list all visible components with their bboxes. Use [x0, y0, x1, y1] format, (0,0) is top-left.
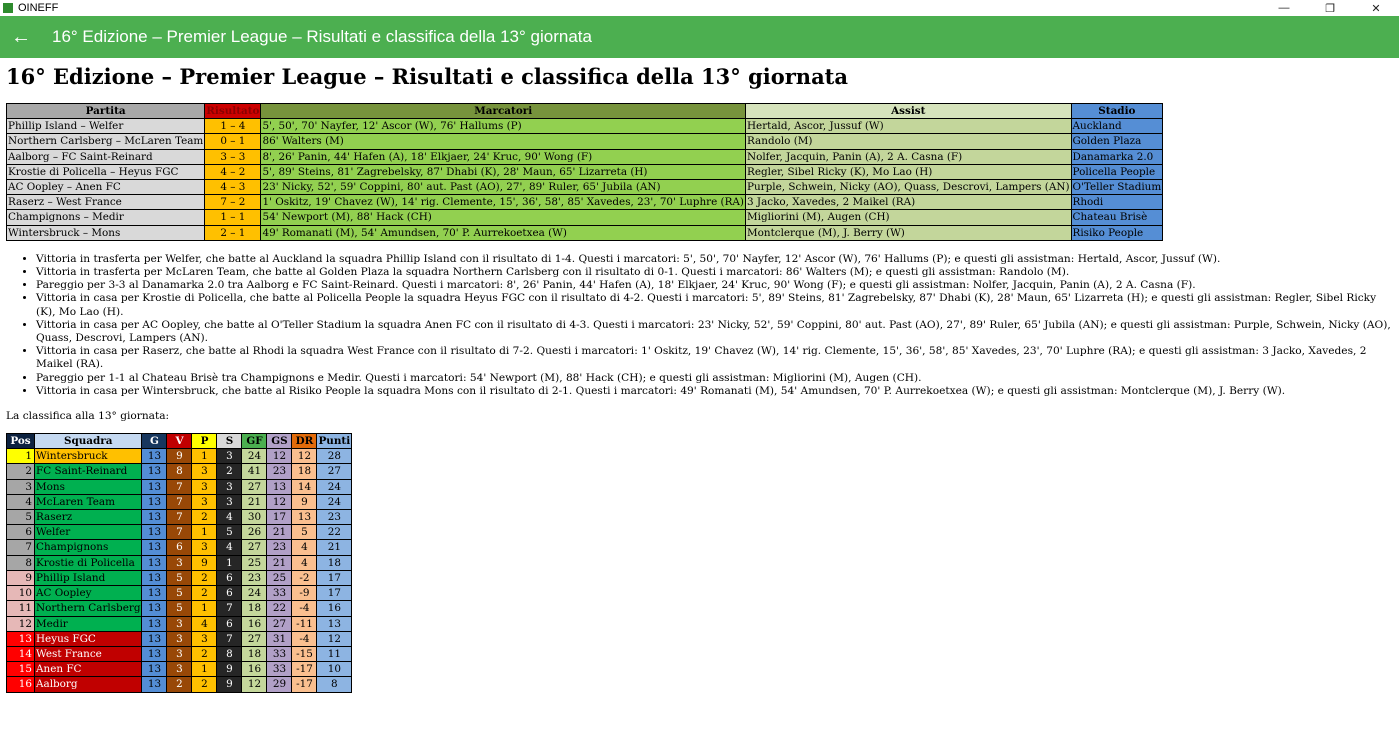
- standings-dr-cell: 13: [292, 510, 317, 525]
- match-description: • Vittoria in trasferta per Welfer, che batte al Auckland la squadra Phillip Island con il risultato di 1-4. Questi i marcatori: 5', 50', 70' Nayfer, 12' Ascor (W), 76' Hallums (P); e questi gli assistman: Hertald, Ascor, Jussuf (W).: [36, 253, 1393, 266]
- standings-header-5: S: [217, 434, 242, 449]
- standings-row: [7, 662, 352, 677]
- standings-v-cell: 7: [167, 525, 192, 540]
- results-stadium-cell: Chateau Brisè: [1071, 210, 1163, 225]
- results-stadium-cell: Golden Plaza: [1071, 134, 1163, 149]
- standings-pos-cell: 2: [7, 464, 35, 479]
- standings-team-cell: Heyus FGC: [35, 631, 142, 646]
- standings-gf-cell: 27: [242, 540, 267, 555]
- standings-header-4: P: [192, 434, 217, 449]
- standings-dr-cell: -9: [292, 586, 317, 601]
- standings-s-cell: 9: [217, 662, 242, 677]
- standings-dr-cell: -4: [292, 601, 317, 616]
- standings-pos-cell: 15: [7, 662, 35, 677]
- standings-dr-cell: 4: [292, 540, 317, 555]
- results-stadium-cell: Rhodi: [1071, 195, 1163, 210]
- match-description: • Vittoria in trasferta per McLaren Team, che batte al Golden Plaza la squadra Northern Carlsberg con il risultato di 0-1. Questi i marcatori: 86' Walters (M); e questi gli assistman: Randolo (M).: [36, 266, 1393, 279]
- standings-pt-cell: 28: [317, 449, 352, 464]
- standings-row: [7, 677, 352, 692]
- results-match-cell: Phillip Island – Welfer: [7, 119, 205, 134]
- standings-v-cell: 5: [167, 586, 192, 601]
- standings-v-cell: 6: [167, 540, 192, 555]
- standings-s-cell: 6: [217, 616, 242, 631]
- standings-dr-cell: -17: [292, 677, 317, 692]
- standings-row: [7, 510, 352, 525]
- results-header-0: Partita: [7, 104, 205, 119]
- results-row: [7, 134, 1163, 149]
- results-stadium-cell: Risiko People: [1071, 225, 1163, 240]
- standings-v-cell: 8: [167, 464, 192, 479]
- standings-pt-cell: 10: [317, 662, 352, 677]
- standings-s-cell: 6: [217, 570, 242, 585]
- standings-team-cell: Krostie di Policella: [35, 555, 142, 570]
- standings-team-cell: Anen FC: [35, 662, 142, 677]
- standings-p-cell: 1: [192, 662, 217, 677]
- standings-g-cell: 13: [142, 601, 167, 616]
- standings-row: [7, 555, 352, 570]
- standings-row: [7, 631, 352, 646]
- results-row: [7, 210, 1163, 225]
- standings-s-cell: 1: [217, 555, 242, 570]
- standings-row: [7, 494, 352, 509]
- standings-gs-cell: 21: [267, 555, 292, 570]
- standings-header-0: Pos: [7, 434, 35, 449]
- results-assists-cell: Montclerque (M), J. Berry (W): [746, 225, 1072, 240]
- standings-gf-cell: 12: [242, 677, 267, 692]
- standings-pt-cell: 21: [317, 540, 352, 555]
- results-header-1: Risultato: [206, 105, 260, 117]
- results-assists-cell: Hertald, Ascor, Jussuf (W): [746, 119, 1072, 134]
- standings-header-1: Squadra: [35, 434, 142, 449]
- results-stadium-cell: Danamarka 2.0: [1071, 149, 1163, 164]
- standings-gs-cell: 21: [267, 525, 292, 540]
- standings-gs-cell: 12: [267, 449, 292, 464]
- standings-s-cell: 3: [217, 479, 242, 494]
- standings-pos-cell: 16: [7, 677, 35, 692]
- standings-p-cell: 1: [192, 601, 217, 616]
- results-match-cell: Champignons – Medir: [7, 210, 205, 225]
- standings-pt-cell: 18: [317, 555, 352, 570]
- standings-dr-cell: -2: [292, 570, 317, 585]
- standings-gs-cell: 23: [267, 540, 292, 555]
- header-title: 16° Edizione – Premier League – Risultati e classifica della 13° giornata: [52, 27, 592, 46]
- standings-gs-cell: 33: [267, 586, 292, 601]
- standings-team-cell: Wintersbruck: [35, 449, 142, 464]
- standings-gs-cell: 17: [267, 510, 292, 525]
- results-assists-cell: Nolfer, Jacquin, Panin (A), 2 A. Casna (F): [746, 149, 1072, 164]
- results-header-2: Marcatori: [261, 104, 746, 119]
- match-description: • Vittoria in casa per Krostie di Policella, che batte al Policella People la squadra Heyus FGC con il risultato di 4-2. Questi i marcatori: 5', 89' Steins, 81' Zagrebelsky, 87' Dhabi (K), 28' Maun, 65' Lizarreta (H); e questi gli assistman: Regler, Sibel Ricky (K), Mo Lao (H).: [36, 292, 1393, 318]
- results-scorers-cell: 86' Walters (M): [261, 134, 746, 149]
- standings-team-cell: FC Saint-Reinard: [35, 464, 142, 479]
- standings-table: [6, 433, 352, 692]
- results-stadium-cell: O'Teller Stadium: [1072, 181, 1162, 194]
- results-match-cell: Aalborg – FC Saint-Reinard: [7, 149, 205, 164]
- standings-g-cell: 13: [142, 464, 167, 479]
- results-score-cell: 2 – 1: [205, 225, 261, 240]
- standings-gf-cell: 27: [242, 631, 267, 646]
- match-description: • Vittoria in casa per Raserz, che batte al Rhodi la squadra West France con il risultato di 7-2. Questi i marcatori: 1' Oskitz, 19' Chavez (W), 14' rig. Clemente, 15', 36', 58', 85' Xavedes, 23', 70' Luphre (RA); e questi gli assistman: 3 Jacko, Xavedes, 2 Maikel (RA).: [36, 345, 1393, 371]
- standings-g-cell: 13: [142, 510, 167, 525]
- minimize-button[interactable]: —: [1278, 2, 1290, 14]
- standings-row: [7, 570, 352, 585]
- standings-p-cell: 3: [192, 479, 217, 494]
- standings-s-cell: 6: [217, 586, 242, 601]
- standings-team-cell: Phillip Island: [35, 570, 142, 585]
- standings-p-cell: 2: [192, 570, 217, 585]
- standings-v-cell: 3: [167, 662, 192, 677]
- standings-pt-cell: 12: [317, 631, 352, 646]
- standings-header-2: G: [142, 434, 167, 449]
- standings-g-cell: 13: [142, 494, 167, 509]
- results-score-cell: 4 – 2: [205, 164, 261, 179]
- window-titlebar: [0, 0, 1399, 16]
- standings-s-cell: 4: [217, 510, 242, 525]
- standings-header-7: GS: [267, 434, 292, 449]
- standings-dr-cell: 12: [292, 449, 317, 464]
- standings-team-cell: Raserz: [35, 510, 142, 525]
- standings-pos-cell: 7: [7, 540, 35, 555]
- standings-team-cell: Aalborg: [35, 677, 142, 692]
- standings-header-6: GF: [242, 434, 267, 449]
- standings-v-cell: 7: [167, 479, 192, 494]
- results-header-3: Assist: [746, 104, 1072, 119]
- results-header-4: Stadio: [1071, 104, 1163, 119]
- results-match-cell: Krostie di Policella – Heyus FGC: [7, 164, 205, 179]
- standings-header-8: DR: [292, 434, 317, 449]
- standings-g-cell: 13: [142, 631, 167, 646]
- results-score-cell: 1 – 1: [205, 210, 261, 225]
- standings-gf-cell: 27: [242, 479, 267, 494]
- standings-p-cell: 2: [192, 677, 217, 692]
- standings-gf-cell: 41: [242, 464, 267, 479]
- results-scorers-cell: 5', 50', 70' Nayfer, 12' Ascor (W), 76' Hallums (P): [261, 119, 746, 134]
- standings-row: [7, 540, 352, 555]
- standings-pos-cell: 8: [7, 555, 35, 570]
- standings-p-cell: 4: [192, 616, 217, 631]
- standings-gs-cell: 27: [267, 616, 292, 631]
- results-assists-cell: 3 Jacko, Xavedes, 2 Maikel (RA): [746, 195, 1072, 210]
- results-scorers-cell: 1' Oskitz, 19' Chavez (W), 14' rig. Clemente, 15', 36', 58', 85' Xavedes, 23', 70' Luphre (RA): [262, 196, 744, 209]
- standings-team-cell: Mons: [35, 479, 142, 494]
- standings-pt-cell: 17: [317, 570, 352, 585]
- standings-team-cell: AC Oopley: [35, 586, 142, 601]
- standings-gs-cell: 12: [267, 494, 292, 509]
- standings-gs-cell: 23: [267, 464, 292, 479]
- standings-dr-cell: 9: [292, 494, 317, 509]
- standings-v-cell: 3: [167, 646, 192, 661]
- standings-s-cell: 7: [217, 631, 242, 646]
- app-header: [0, 16, 1399, 58]
- standings-s-cell: 8: [217, 646, 242, 661]
- results-assists-cell: Purple, Schwein, Nicky (AO), Quass, Descrovi, Lampers (AN): [747, 181, 1070, 194]
- standings-pt-cell: 24: [317, 479, 352, 494]
- standings-v-cell: 3: [167, 616, 192, 631]
- standings-s-cell: 3: [217, 494, 242, 509]
- standings-dr-cell: -11: [292, 616, 317, 631]
- match-description: • Pareggio per 1-1 al Chateau Brisè tra Champignons e Medir. Questi i marcatori: 54' Newport (M), 88' Hack (CH); e questi gli assistman: Migliorini (M), Augen (CH).: [36, 372, 1393, 385]
- results-assists-cell: Randolo (M): [746, 134, 1072, 149]
- standings-pos-cell: 3: [7, 479, 35, 494]
- standings-row: [7, 464, 352, 479]
- standings-team-cell: Champignons: [35, 540, 142, 555]
- standings-v-cell: 3: [167, 555, 192, 570]
- standings-row: [7, 601, 352, 616]
- standings-team-cell: Welfer: [35, 525, 142, 540]
- standings-p-cell: 1: [192, 449, 217, 464]
- standings-g-cell: 13: [142, 662, 167, 677]
- standings-row: [7, 646, 352, 661]
- standings-pos-cell: 13: [7, 631, 35, 646]
- standings-pos-cell: 12: [7, 616, 35, 631]
- standings-gf-cell: 26: [242, 525, 267, 540]
- standings-dr-cell: -17: [292, 662, 317, 677]
- standings-s-cell: 5: [217, 525, 242, 540]
- standings-g-cell: 13: [142, 586, 167, 601]
- results-score-cell: 0 – 1: [205, 134, 261, 149]
- standings-pos-cell: 14: [7, 646, 35, 661]
- standings-gs-cell: 31: [267, 631, 292, 646]
- standings-gf-cell: 23: [242, 570, 267, 585]
- standings-p-cell: 1: [192, 525, 217, 540]
- standings-gs-cell: 33: [267, 662, 292, 677]
- standings-pos-cell: 9: [7, 570, 35, 585]
- results-row: [7, 119, 1163, 134]
- results-scorers-cell: 8', 26' Panin, 44' Hafen (A), 18' Elkjaer, 24' Kruc, 90' Wong (F): [261, 149, 746, 164]
- results-score-cell: 7 – 2: [205, 195, 261, 210]
- standings-gf-cell: 16: [242, 662, 267, 677]
- results-score-cell: 4 – 3: [205, 180, 261, 195]
- standings-gs-cell: 25: [267, 570, 292, 585]
- standings-s-cell: 7: [217, 601, 242, 616]
- standings-pos-cell: 1: [7, 449, 35, 464]
- standings-dr-cell: -4: [292, 631, 317, 646]
- standings-v-cell: 7: [167, 510, 192, 525]
- standings-s-cell: 4: [217, 540, 242, 555]
- standings-gs-cell: 13: [267, 479, 292, 494]
- match-descriptions: [6, 253, 1393, 398]
- standings-pt-cell: 27: [317, 464, 352, 479]
- standings-pt-cell: 11: [317, 646, 352, 661]
- standings-v-cell: 5: [167, 570, 192, 585]
- standings-p-cell: 2: [192, 646, 217, 661]
- results-score-cell: 3 – 3: [205, 149, 261, 164]
- standings-gs-cell: 22: [267, 601, 292, 616]
- standings-dr-cell: 4: [292, 555, 317, 570]
- standings-g-cell: 13: [142, 677, 167, 692]
- app-icon: [3, 3, 13, 13]
- results-scorers-cell: 5', 89' Steins, 81' Zagrebelsky, 87' Dhabi (K), 28' Maun, 65' Lizarreta (H): [261, 164, 746, 179]
- standings-v-cell: 3: [167, 631, 192, 646]
- standings-header-9: Punti: [318, 435, 351, 448]
- results-assists-cell: Migliorini (M), Augen (CH): [746, 210, 1072, 225]
- page-content: [0, 66, 1399, 693]
- results-score-cell: 1 – 4: [205, 119, 261, 134]
- standings-g-cell: 13: [142, 646, 167, 661]
- standings-row: [7, 525, 352, 540]
- standings-gs-cell: 33: [267, 646, 292, 661]
- standings-gf-cell: 21: [242, 494, 267, 509]
- match-description: • Vittoria in casa per Wintersbruck, che batte al Risiko People la squadra Mons con il risultato di 2-1. Questi i marcatori: 49' Romanati (M), 54' Amundsen, 70' P. Aurrekoetxea (W); e questi gli assistman: Montclerque (M), J. Berry (W).: [36, 385, 1393, 398]
- standings-team-cell: McLaren Team: [35, 494, 142, 509]
- back-arrow-icon[interactable]: ←: [11, 25, 31, 48]
- standings-row: [7, 479, 352, 494]
- standings-pt-cell: 17: [317, 586, 352, 601]
- results-scorers-cell: 54' Newport (M), 88' Hack (CH): [261, 210, 746, 225]
- match-description: • Vittoria in casa per AC Oopley, che batte al O'Teller Stadium la squadra Anen FC con il risultato di 4-3. Questi i marcatori: 23' Nicky, 52', 59' Coppini, 80' aut. Past (AO), 27', 89' Ruler, 65' Jubila (AN); e questi gli assistman: Purple, Schwein, Nicky (AO), Quass, Descrovi, Lampers (AN).: [36, 319, 1393, 345]
- standings-g-cell: 13: [142, 540, 167, 555]
- standings-s-cell: 3: [217, 449, 242, 464]
- standings-pt-cell: 13: [317, 616, 352, 631]
- standings-pt-cell: 8: [317, 677, 352, 692]
- standings-pt-cell: 22: [317, 525, 352, 540]
- standings-p-cell: 3: [192, 631, 217, 646]
- standings-gs-cell: 29: [267, 677, 292, 692]
- results-stadium-cell: Policella People: [1071, 164, 1163, 179]
- standings-p-cell: 3: [192, 540, 217, 555]
- standings-g-cell: 13: [142, 616, 167, 631]
- results-match-cell: AC Oopley – Anen FC: [7, 180, 205, 195]
- standings-v-cell: 2: [167, 677, 192, 692]
- results-match-cell: Raserz – West France: [7, 195, 205, 210]
- standings-team-cell: West France: [35, 646, 142, 661]
- results-match-cell: Wintersbruck – Mons: [7, 225, 205, 240]
- standings-header-3: V: [167, 434, 192, 449]
- standings-row: [7, 586, 352, 601]
- standings-g-cell: 13: [142, 570, 167, 585]
- standings-p-cell: 2: [192, 510, 217, 525]
- standings-row: [7, 616, 352, 631]
- standings-pos-cell: 11: [7, 601, 35, 616]
- results-assists-cell: Regler, Sibel Ricky (K), Mo Lao (H): [746, 164, 1072, 179]
- standings-pos-cell: 5: [7, 510, 35, 525]
- standings-dr-cell: 14: [292, 479, 317, 494]
- standings-pt-cell: 24: [317, 494, 352, 509]
- standings-pt-cell: 23: [317, 510, 352, 525]
- standings-g-cell: 13: [142, 555, 167, 570]
- standings-dr-cell: 5: [292, 525, 317, 540]
- standings-pos-cell: 6: [7, 525, 35, 540]
- standings-pos-cell: 10: [7, 586, 35, 601]
- match-description: • Pareggio per 3-3 al Danamarka 2.0 tra Aalborg e FC Saint-Reinard. Questi i marcatori: 8', 26' Panin, 44' Hafen (A), 18' Elkjaer, 24' Kruc, 90' Wong (F); e questi gli assistman: Nolfer, Jacquin, Panin (A), 2 A. Casna (F).: [36, 279, 1393, 292]
- standings-v-cell: 7: [167, 494, 192, 509]
- results-scorers-cell: 49' Romanati (M), 54' Amundsen, 70' P. Aurrekoetxea (W): [261, 225, 746, 240]
- standings-gf-cell: 25: [242, 555, 267, 570]
- standings-pt-cell: 16: [317, 601, 352, 616]
- standings-gf-cell: 16: [242, 616, 267, 631]
- standings-team-cell: Northern Carlsberg: [36, 602, 141, 615]
- standings-pos-cell: 4: [7, 494, 35, 509]
- window-title: OINEFF: [18, 2, 59, 14]
- results-row: [7, 225, 1163, 240]
- standings-dr-cell: 18: [292, 464, 317, 479]
- results-match-cell: Northern Carlsberg – McLaren Team: [8, 135, 204, 148]
- standings-gf-cell: 18: [242, 646, 267, 661]
- standings-gf-cell: 30: [242, 510, 267, 525]
- standings-p-cell: 9: [192, 555, 217, 570]
- standings-g-cell: 13: [142, 525, 167, 540]
- results-table: [6, 103, 1163, 241]
- standings-p-cell: 2: [192, 586, 217, 601]
- standings-p-cell: 3: [192, 494, 217, 509]
- results-stadium-cell: Auckland: [1071, 119, 1163, 134]
- standings-dr-cell: -15: [292, 646, 317, 661]
- results-row: [7, 149, 1163, 164]
- results-row: [7, 164, 1163, 179]
- standings-gf-cell: 24: [242, 586, 267, 601]
- results-scorers-cell: 23' Nicky, 52', 59' Coppini, 80' aut. Past (AO), 27', 89' Ruler, 65' Jubila (AN): [261, 180, 746, 195]
- standings-gf-cell: 18: [242, 601, 267, 616]
- standings-g-cell: 13: [142, 449, 167, 464]
- results-row: [7, 195, 1163, 210]
- standings-g-cell: 13: [142, 479, 167, 494]
- page-title: 16° Edizione – Premier League – Risultati e classifica della 13° giornata: [6, 64, 848, 89]
- standings-intro: La classifica alla 13° giornata:: [6, 410, 170, 423]
- standings-p-cell: 3: [192, 464, 217, 479]
- maximize-button[interactable]: ❐: [1325, 2, 1335, 15]
- standings-team-cell: Medir: [35, 616, 142, 631]
- standings-s-cell: 2: [217, 464, 242, 479]
- results-row: [7, 180, 1163, 195]
- standings-row: [7, 449, 352, 464]
- standings-v-cell: 5: [167, 601, 192, 616]
- standings-s-cell: 9: [217, 677, 242, 692]
- standings-gf-cell: 24: [242, 449, 267, 464]
- standings-v-cell: 9: [167, 449, 192, 464]
- close-button[interactable]: ✕: [1371, 2, 1381, 15]
